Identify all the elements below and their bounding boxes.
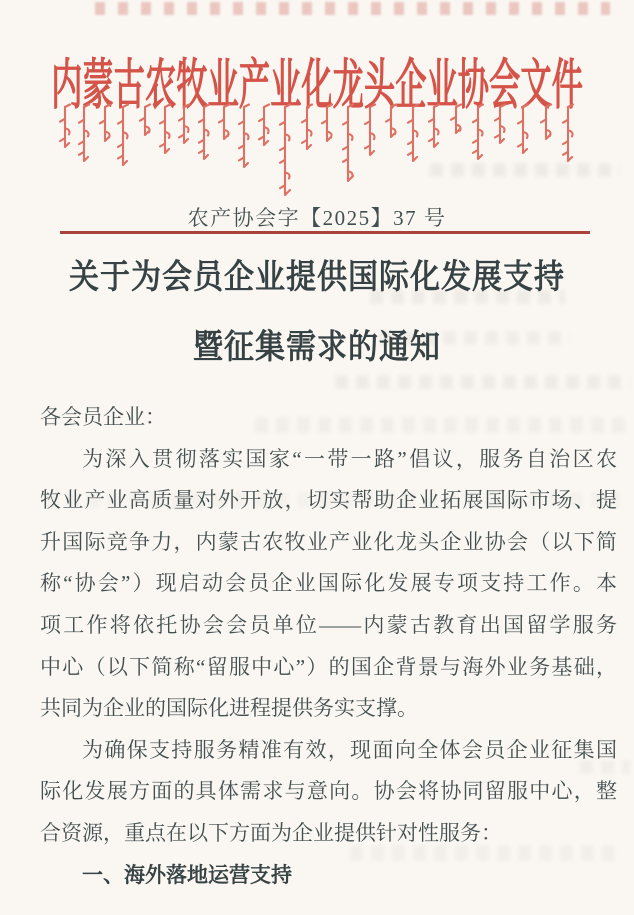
mongolian-word bbox=[140, 105, 150, 136]
mongolian-word bbox=[239, 105, 249, 168]
body-line: 牧业产业高质量对外开放，切实帮助企业拓展国际市场、提 bbox=[40, 488, 617, 513]
mongolian-word bbox=[60, 105, 70, 148]
mongolian-word bbox=[302, 105, 312, 150]
red-divider-line bbox=[60, 231, 590, 234]
mongolian-word bbox=[322, 105, 332, 142]
mongolian-word bbox=[563, 105, 573, 162]
mongolian-word bbox=[365, 105, 375, 156]
org-header-title: 内蒙古农牧业产业化龙头企业协会文件 bbox=[51, 54, 583, 116]
document-body bbox=[40, 397, 617, 896]
mongolian-script-header bbox=[57, 103, 577, 201]
mongolian-word bbox=[343, 105, 353, 182]
mongolian-word bbox=[118, 105, 128, 166]
doc-number: 农产协会字【2025】37 号 bbox=[187, 206, 447, 230]
mongolian-word bbox=[79, 105, 89, 162]
body-line: 称“协会”）现启动会员企业国际化发展专项支持工作。本 bbox=[40, 571, 617, 596]
body-line: 升国际竞争力，内蒙古农牧业产业化龙头企业协会（以下简 bbox=[40, 529, 617, 554]
mongolian-word bbox=[100, 105, 110, 142]
mongolian-word bbox=[429, 105, 439, 148]
body-line: 为确保支持服务精准有效，现面向全体会员企业征集国 bbox=[82, 737, 617, 762]
bleed-through-smudge bbox=[95, 2, 610, 15]
mongolian-word bbox=[408, 105, 418, 162]
body-line: 共同为企业的国际化进程提供务实支撑。 bbox=[40, 696, 418, 721]
body-line: 合资源，重点在以下方面为企业提供针对性服务： bbox=[40, 820, 502, 845]
body-line: 为深入贯彻落实国家“一带一路”倡议，服务自治区农 bbox=[82, 446, 617, 471]
mongolian-word bbox=[495, 105, 505, 144]
mongolian-word bbox=[518, 105, 528, 154]
mongolian-word bbox=[280, 105, 290, 196]
mongolian-word bbox=[259, 105, 269, 146]
mongolian-word bbox=[541, 105, 551, 140]
mongolian-word bbox=[473, 105, 483, 160]
mongolian-word bbox=[160, 105, 170, 154]
document-title-line2: 暨征集需求的通知 bbox=[193, 329, 441, 367]
body-line: 一、海外落地运营支持 bbox=[82, 862, 292, 887]
document-title-line1: 关于为会员企业提供国际化发展支持 bbox=[69, 259, 565, 297]
body-line: 中心（以下简称“留服中心”）的国企背景与海外业务基础， bbox=[40, 654, 617, 679]
mongolian-word bbox=[386, 105, 396, 138]
mongolian-word bbox=[199, 105, 209, 160]
mongolian-word bbox=[179, 105, 189, 144]
bleed-through-smudge bbox=[335, 375, 630, 389]
mongolian-word bbox=[219, 105, 229, 140]
mongolian-word bbox=[451, 105, 461, 134]
body-line: 各会员企业： bbox=[40, 405, 166, 429]
body-line: 际化发展方面的具体需求与意向。协会将协同留服中心，整 bbox=[40, 779, 617, 804]
body-line: 项工作将依托协会会员单位——内蒙古教育出国留学服务 bbox=[40, 612, 617, 637]
